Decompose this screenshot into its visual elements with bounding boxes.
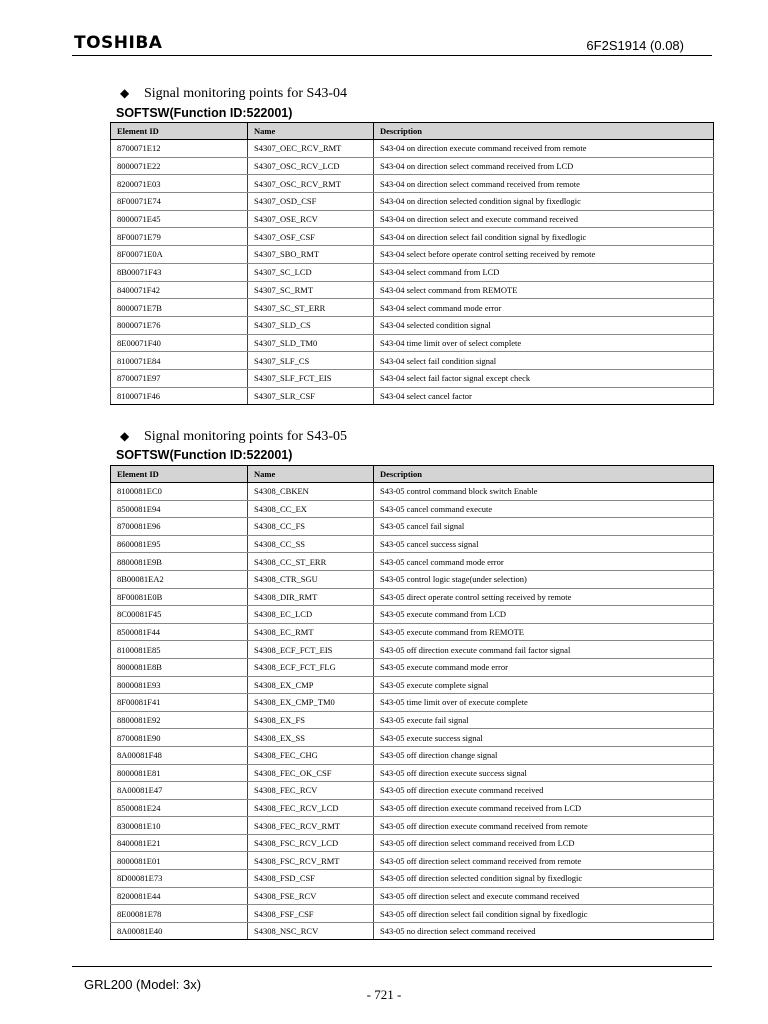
table-row [111, 535, 714, 553]
table-row [111, 316, 714, 334]
table-row [111, 246, 714, 264]
cell-element-id: 8000071E76 [111, 316, 248, 334]
table-row [111, 852, 714, 870]
cell-element-id: 8800081E92 [111, 711, 248, 729]
cell-description: S43-04 time limit over of select complete [374, 334, 714, 352]
table-header-row [111, 466, 714, 483]
cell-name: S4308_DIR_RMT [248, 588, 374, 606]
cell-name: S4308_EC_RMT [248, 623, 374, 641]
cell-description: S43-05 execute command mode error [374, 658, 714, 676]
cell-description: S43-05 off direction selected condition signal by fixedlogic [374, 870, 714, 888]
cell-element-id: 8500081E94 [111, 500, 248, 518]
table-row [111, 658, 714, 676]
table-row [111, 553, 714, 571]
cell-element-id: 8100071E84 [111, 352, 248, 370]
cell-element-id: 8200071E03 [111, 175, 248, 193]
cell-description: S43-05 control command block switch Enable [374, 483, 714, 501]
table-row [111, 799, 714, 817]
cell-description: S43-05 off direction select and execute command received [374, 887, 714, 905]
cell-name: S4308_EX_CMP [248, 676, 374, 694]
cell-description: S43-04 select cancel factor [374, 387, 714, 405]
cell-name: S4308_CBKEN [248, 483, 374, 501]
cell-name: S4307_SLR_CSF [248, 387, 374, 405]
cell-element-id: 8E00071F40 [111, 334, 248, 352]
cell-description: S43-05 off direction select fail condition signal by fixedlogic [374, 905, 714, 923]
cell-element-id: 8400071F42 [111, 281, 248, 299]
cell-name: S4308_EX_FS [248, 711, 374, 729]
cell-name: S4307_SC_ST_ERR [248, 299, 374, 317]
cell-description: S43-05 execute complete signal [374, 676, 714, 694]
cell-description: S43-05 off direction execute command received from LCD [374, 799, 714, 817]
table-row [111, 518, 714, 536]
table-row [111, 369, 714, 387]
cell-description: S43-04 select command from LCD [374, 263, 714, 281]
cell-element-id: 8700071E12 [111, 140, 248, 158]
cell-description: S43-04 select fail condition signal [374, 352, 714, 370]
table-row [111, 299, 714, 317]
cell-description: S43-05 direct operate control setting received by remote [374, 588, 714, 606]
column-header-name: Name [248, 123, 374, 140]
header-rule [72, 55, 712, 56]
cell-name: S4308_FEC_RCV_RMT [248, 817, 374, 835]
cell-element-id: 8B00081EA2 [111, 570, 248, 588]
cell-element-id: 8000081E81 [111, 764, 248, 782]
cell-name: S4307_SC_LCD [248, 263, 374, 281]
cell-element-id: 8500081E24 [111, 799, 248, 817]
cell-element-id: 8B00071F43 [111, 263, 248, 281]
cell-element-id: 8E00081E78 [111, 905, 248, 923]
cell-element-id: 8D00081E73 [111, 870, 248, 888]
cell-description: S43-04 on direction select command received from LCD [374, 157, 714, 175]
cell-name: S4307_SC_RMT [248, 281, 374, 299]
cell-name: S4307_SLF_FCT_EIS [248, 369, 374, 387]
column-header-element-id: Element ID [111, 123, 248, 140]
cell-element-id: 8000071E45 [111, 210, 248, 228]
cell-name: S4308_FSE_RCV [248, 887, 374, 905]
column-header-description: Description [374, 466, 714, 483]
column-header-description: Description [374, 123, 714, 140]
cell-description: S43-04 on direction select fail condition signal by fixedlogic [374, 228, 714, 246]
table-row [111, 887, 714, 905]
table-row [111, 140, 714, 158]
cell-description: S43-04 on direction execute command received from remote [374, 140, 714, 158]
cell-description: S43-05 execute command from LCD [374, 606, 714, 624]
table-row [111, 694, 714, 712]
signal-table-s43-04 [110, 122, 714, 405]
cell-description: S43-05 execute command from REMOTE [374, 623, 714, 641]
table-row [111, 570, 714, 588]
cell-name: S4308_ECF_FCT_EIS [248, 641, 374, 659]
cell-name: S4308_FEC_CHG [248, 746, 374, 764]
cell-element-id: 8600081E95 [111, 535, 248, 553]
table-row [111, 641, 714, 659]
table-row [111, 500, 714, 518]
cell-name: S4308_FEC_RCV [248, 782, 374, 800]
cell-element-id: 8000071E22 [111, 157, 248, 175]
cell-name: S4307_OSE_RCV [248, 210, 374, 228]
cell-element-id: 8A00081E40 [111, 922, 248, 940]
cell-element-id: 8000081E8B [111, 658, 248, 676]
table-row [111, 352, 714, 370]
cell-description: S43-05 cancel success signal [374, 535, 714, 553]
table-row [111, 782, 714, 800]
cell-element-id: 8F00071E74 [111, 193, 248, 211]
cell-name: S4308_FSC_RCV_LCD [248, 834, 374, 852]
cell-element-id: 8700081E96 [111, 518, 248, 536]
table-row [111, 606, 714, 624]
footer-model: GRL200 (Model: 3x) [84, 977, 202, 992]
cell-name: S4308_FEC_RCV_LCD [248, 799, 374, 817]
toshiba-logo: TOSHIBA [74, 33, 163, 53]
cell-description: S43-04 selected condition signal [374, 316, 714, 334]
table-row [111, 623, 714, 641]
table-body-s43-04 [111, 140, 714, 405]
table-row [111, 817, 714, 835]
cell-name: S4308_EC_LCD [248, 606, 374, 624]
section-title-s43-04 [120, 86, 347, 102]
cell-description: S43-05 cancel fail signal [374, 518, 714, 536]
cell-description: S43-05 time limit over of execute complete [374, 694, 714, 712]
cell-element-id: 8300081E10 [111, 817, 248, 835]
cell-description: S43-05 off direction execute command received [374, 782, 714, 800]
cell-description: S43-04 on direction select and execute command received [374, 210, 714, 228]
cell-description: S43-04 on direction selected condition signal by fixedlogic [374, 193, 714, 211]
table-row [111, 905, 714, 923]
cell-element-id: 8200081E44 [111, 887, 248, 905]
table-row [111, 263, 714, 281]
cell-description: S43-05 off direction execute command received from remote [374, 817, 714, 835]
table-row [111, 193, 714, 211]
document-id: 6F2S1914 (0.08) [586, 38, 684, 53]
cell-element-id: 8800081E9B [111, 553, 248, 571]
table-row [111, 834, 714, 852]
cell-element-id: 8C00081F45 [111, 606, 248, 624]
column-header-element-id: Element ID [111, 466, 248, 483]
table-row [111, 764, 714, 782]
cell-element-id: 8700071E97 [111, 369, 248, 387]
section-subtitle-s43-04: SOFTSW(Function ID:522001) [116, 106, 293, 120]
cell-name: S4308_EX_SS [248, 729, 374, 747]
table-row [111, 870, 714, 888]
cell-name: S4307_OSC_RCV_RMT [248, 175, 374, 193]
cell-name: S4308_FEC_OK_CSF [248, 764, 374, 782]
cell-description: S43-04 select command mode error [374, 299, 714, 317]
cell-description: S43-05 execute fail signal [374, 711, 714, 729]
section-title-s43-05 [120, 429, 347, 445]
cell-name: S4307_SBO_RMT [248, 246, 374, 264]
cell-name: S4307_SLF_CS [248, 352, 374, 370]
section-title-text: Signal monitoring points for S43-05 [144, 429, 347, 444]
cell-element-id: 8000081E93 [111, 676, 248, 694]
cell-element-id: 8700081E90 [111, 729, 248, 747]
table-body-s43-05 [111, 483, 714, 940]
footer-rule [72, 966, 712, 967]
cell-name: S4307_SLD_CS [248, 316, 374, 334]
cell-name: S4308_NSC_RCV [248, 922, 374, 940]
cell-description: S43-04 on direction select command received from remote [374, 175, 714, 193]
cell-element-id: 8400081E21 [111, 834, 248, 852]
cell-element-id: 8500081F44 [111, 623, 248, 641]
table-row [111, 210, 714, 228]
section-subtitle-s43-05: SOFTSW(Function ID:522001) [116, 448, 293, 462]
cell-description: S43-05 execute success signal [374, 729, 714, 747]
page-number: - 721 - [366, 987, 402, 1002]
cell-name: S4308_CC_SS [248, 535, 374, 553]
cell-description: S43-05 off direction change signal [374, 746, 714, 764]
cell-description: S43-05 off direction select command received from LCD [374, 834, 714, 852]
cell-name: S4307_OSF_CSF [248, 228, 374, 246]
cell-name: S4307_OEC_RCV_RMT [248, 140, 374, 158]
cell-description: S43-05 no direction select command received [374, 922, 714, 940]
table-header-row [111, 123, 714, 140]
table-row [111, 281, 714, 299]
cell-element-id: 8100071F46 [111, 387, 248, 405]
cell-name: S4308_FSF_CSF [248, 905, 374, 923]
cell-description: S43-05 off direction execute success signal [374, 764, 714, 782]
cell-description: S43-04 select before operate control setting received by remote [374, 246, 714, 264]
table-row [111, 483, 714, 501]
cell-name: S4308_CC_FS [248, 518, 374, 536]
cell-name: S4307_OSC_RCV_LCD [248, 157, 374, 175]
cell-element-id: 8000081E01 [111, 852, 248, 870]
column-header-name: Name [248, 466, 374, 483]
cell-element-id: 8F00071E0A [111, 246, 248, 264]
cell-element-id: 8A00081F48 [111, 746, 248, 764]
cell-element-id: 8100081EC0 [111, 483, 248, 501]
cell-name: S4308_CC_ST_ERR [248, 553, 374, 571]
cell-element-id: 8F00081F41 [111, 694, 248, 712]
cell-name: S4308_EX_CMP_TM0 [248, 694, 374, 712]
diamond-bullet-icon: ◆ [120, 429, 130, 443]
cell-description: S43-04 select fail factor signal except check [374, 369, 714, 387]
cell-element-id: 8F00081E0B [111, 588, 248, 606]
cell-description: S43-05 cancel command execute [374, 500, 714, 518]
table-row [111, 676, 714, 694]
cell-name: S4308_FSD_CSF [248, 870, 374, 888]
table-row [111, 588, 714, 606]
table-row [111, 922, 714, 940]
cell-description: S43-05 off direction execute command fail factor signal [374, 641, 714, 659]
cell-element-id: 8100081E85 [111, 641, 248, 659]
cell-name: S4307_OSD_CSF [248, 193, 374, 211]
diamond-bullet-icon: ◆ [120, 86, 130, 100]
table-row [111, 729, 714, 747]
cell-description: S43-05 control logic stage(under selection) [374, 570, 714, 588]
table-row [111, 228, 714, 246]
cell-name: S4308_FSC_RCV_RMT [248, 852, 374, 870]
cell-name: S4308_CTR_SGU [248, 570, 374, 588]
cell-description: S43-05 off direction select command received from remote [374, 852, 714, 870]
cell-name: S4308_ECF_FCT_FLG [248, 658, 374, 676]
cell-element-id: 8A00081E47 [111, 782, 248, 800]
table-row [111, 334, 714, 352]
cell-name: S4307_SLD_TM0 [248, 334, 374, 352]
table-row [111, 711, 714, 729]
table-row [111, 746, 714, 764]
cell-description: S43-04 select command from REMOTE [374, 281, 714, 299]
cell-description: S43-05 cancel command mode error [374, 553, 714, 571]
signal-table-s43-05 [110, 465, 714, 940]
cell-element-id: 8F00071E79 [111, 228, 248, 246]
table-row [111, 175, 714, 193]
table-row [111, 157, 714, 175]
table-row [111, 387, 714, 405]
section-title-text: Signal monitoring points for S43-04 [144, 86, 347, 101]
cell-element-id: 8000071E7B [111, 299, 248, 317]
cell-name: S4308_CC_EX [248, 500, 374, 518]
